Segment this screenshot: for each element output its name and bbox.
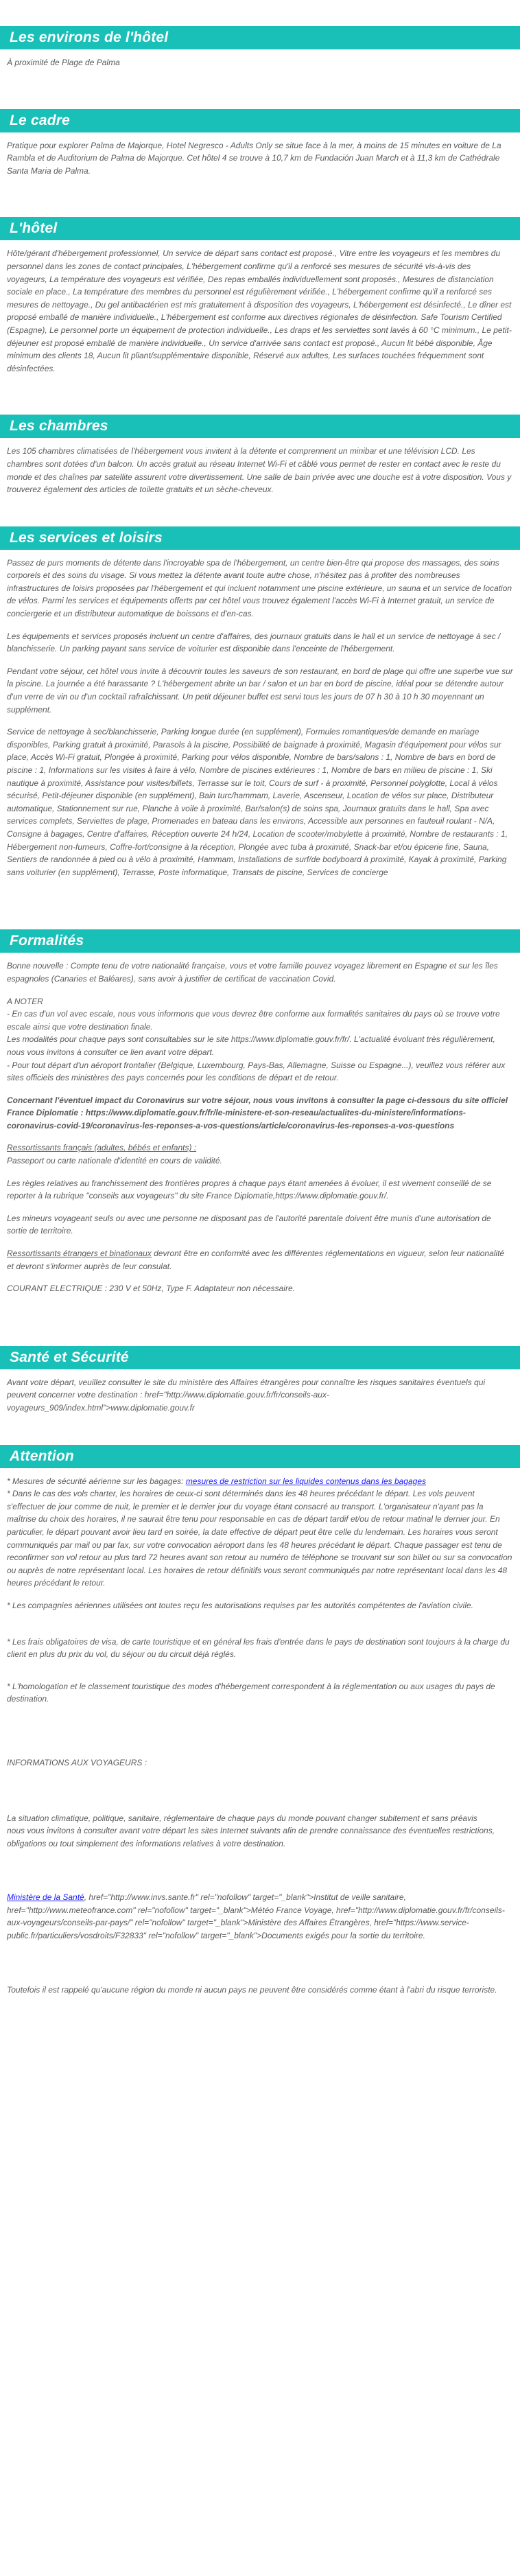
section-content-sante [0, 1369, 520, 1415]
section-chambres [0, 415, 520, 496]
hotel-text: Hôte/gérant d'hébergement professionnel, Un service de départ sans contact est proposé., Vitre entre les voyageurs et les membres du personnel dans les zones de contact principales, L'hébergement confirme qu'il a renforcé ses mesures de sécurité vis-à-vis des voyageurs, La température des voyageurs est vérifiée, Des repas emballés individuellement sont proposés., Mesures de distanciation sociale en place., La température des membres du personnel est régulièrement vérifiée., L'hébergement confirme qu'il a renforcé ses mesures de nettoyage., Du gel antibactérien est mis gratuitement à disposition des voyageurs, L'hébergement est désinfecté., Le dîner est proposé emballé de manière individuelle., L'hébergement est conforme aux directives régionales de désinfection. Safe Tourism Certified (Espagne), Le personnel porte un équipement de protection individuelle., Les draps et les serviettes sont lavés à 60 °C minimum., Le petit-déjeuner est proposé emballé de manière individuelle., Un service d'arrivée sans contact est proposé., Aucun lit bébé disponible, Âge minimum des clients 18, Aucun lit pliant/supplémentaire disponible, Réservé aux adultes, Les surfaces touchées fréquemment sont désinfectées. [7, 248, 512, 373]
attention-links [7, 1891, 513, 1942]
attention-airlines: * Les compagnies aériennes utilisées ont toutes reçu les autorisations requises par les autorités compétentes de l'aviation civile. [7, 1600, 473, 1610]
ministry-health-link[interactable]: Ministère de la Santé [7, 1892, 84, 1903]
services-list: Service de nettoyage à sec/blanchisserie, Parking longue durée (en supplément), Formules romantiques/de demande en mariage disponibles, Parking gratuit à proximité, Parasols à la piscine, Possibilité de baignade à proximité, Magasin d'équipement pour vélos sur place, Accès Wi-Fi gratuit, Plongée à proximité, Parking pour vélos disponible, Nombre de bars/salons : 1, Nombre de bars en bord de piscine : 1, Informations sur les visites à faire à vélo, Nombre de piscines extérieures : 1, Nombre de bars en milieu de piscine : 1, Ski nautique à proximité, Assistance pour visites/billets, Terrasse sur le toit, Cours de surf - à proximité, Personnel polyglotte, Local à vélos sécurisé, Petit-déjeuner disponible (en supplément), Bain turc/hammam, Laverie, Ascenseur, Location de vélos sur place, Distributeur automatique, Stationnement sur rue, Planche à voile à proximité, Bar/salon(s) de soins spa, Journaux gratuits dans le hall, Spa avec services complets, Serviettes de plage, Promenades en bateau dans les environs, Accessible aux personnes en fauteuil roulant - N/A, Consigne à bagages, Centre d'affaires, Réception ouverte 24 h/24, Location de scooter/mobylette à proximité, Nombre de restaurants : 1, Hébergement non-fumeurs, Coffre-fort/consigne à la réception, Plongée avec tuba à proximité, Snack-bar et/ou épicerie fine, Sauna, Sentiers de randonnée à pied ou à vélo à proximité, Hammam, Installations de surf/de bodyboard à proximité, Kayak à proximité, Parking sans voiturier (en supplément), Terrasse, Poste informatique, Transats de piscine, Services de concierge [7, 727, 508, 877]
formalites-foreign-text: devront être en conformité avec les différentes réglementations en vigueur, selon leur nationalité et devront s'informer auprès de leur consulat. [7, 1249, 505, 1271]
section-title-hotel: L'hôtel [0, 217, 520, 240]
section-title-services: Les services et loisirs [0, 526, 520, 550]
formalites-electric: COURANT ELECTRIQUE : 230 V et 50Hz, Type F. Adaptateur non nécessaire. [7, 1284, 295, 1294]
services-spa: Passez de purs moments de détente dans l'incroyable spa de l'hébergement, un centre bien-être qui propose des massages, des soins corporels et des soins du visage. Si vous mettez la détente avant toute autre chose, n'hésitez pas à profiter des nombreuses infrastructures de loisirs proposées par l'hébergement et qui incluent notamment une piscine extérieure, un sauna et un service de location de vélos. Parmi les services et équipements offerts par cet hôtel vous trouvez également l'accès Wi-Fi à Internet gratuit, un service de conciergerie et un distributeur automatique de boissons et d'en-cas. [7, 557, 512, 619]
formalites-minors-text: Les mineurs voyageant seuls ou avec une personne ne disposant pas de l'autorité parentale doivent être munis d'une autorisation de sortie de territoire. [7, 1213, 491, 1236]
baggage-restrictions-link[interactable]: mesures de restriction sur les liquides contenus dans les bagages [185, 1476, 427, 1486]
formalites-french-heading: Ressortissants français (adultes, bébés et enfants) : [7, 1143, 197, 1153]
section-hotel [0, 217, 520, 375]
formalites-good-news: Bonne nouvelle : Compte tenu de votre nationalité française, vous et votre famille pouvez voyagez librement en Espagne et sur les îles espagnoles (Canaries et Baléares), sans avoir à justifier de certificat de vaccination Covid. [7, 961, 498, 984]
section-content-cadre [0, 132, 520, 178]
sante-text: Avant votre départ, veuillez consulter le site du ministère des Affaires étrangères pour connaître les risques sanitaires éventuels qui peuvent concerner votre destination : href="http://www.diplomatie.gouv.fr/fr/conseils-aux-voyageurs_909/index.html">www.diplomatie.gouv.fr [7, 1377, 486, 1413]
section-cadre [0, 109, 520, 178]
formalites-note-line: - Pour tout départ d'un aéroport frontalier (Belgique, Luxembourg, Pays-Bas, Allemagne, Suisse ou Espagne...), veuillez vous référer aux sites officiels des ministères des pays concernés pour les conditions de départ et de retour. [7, 1060, 506, 1083]
section-title-attention: Attention [0, 1445, 520, 1468]
section-content-hotel [0, 240, 520, 375]
section-content-environs [0, 49, 520, 69]
attention-fees: * Les frais obligatoires de visa, de carte touristique et en général les frais d'entrée dans le pays de destination sont toujours à la charge du client en plus du prix du vol, du séjour ou du circuit déjà réglés. [7, 1636, 510, 1660]
attention-links-text: , href="http://www.invs.sante.fr" rel="nofollow" target="_blank">Institut de veille sanitaire, href="http://www.meteofrance.com" rel="nofollow" target="_blank">Météo France Voyage, href="http://www.diplomatie.gouv.fr/fr/conseils-aux-voyageurs/conseils-par-pays/" rel="nofollow" target="_blank">Ministère des Affaires Étrangères, href="https://www.service-public.fr/particuliers/vosdroits/F32833" rel="nofollow" target="_blank">Documents exigés pour la sortie du territoire. [7, 1892, 505, 1941]
services-dining: Pendant votre séjour, cet hôtel vous invite à découvrir toutes les saveurs de son restaurant, en bord de plage qui offre une superbe vue sur la piscine. La journée a été harassante ? L'hébergement abrite un bar / salon et un bar en bord de piscine, idéal pour se détendre autour d'un verre de vin ou d'un cocktail rafraîchissant. Un petit déjeuner buffet est servi tous les jours de 07 h 30 à 10 h 30 moyennant un supplément. [7, 666, 513, 715]
section-environs [0, 0, 520, 69]
formalites-foreign [7, 1247, 513, 1273]
section-formalites [0, 929, 520, 1295]
section-title-environs: Les environs de l'hôtel [0, 26, 520, 49]
attention-baggage [7, 1475, 513, 1488]
section-title-formalites: Formalités [0, 929, 520, 953]
attention-climate: La situation climatique, politique, sanitaire, réglementaire de chaque pays du monde pouvant changer subitement et sans préavis nous vous invitons à consulter avant votre départ les sites Internet suivants afin de prendre connaissance des éventuelles restrictions, obligations ou tout simplement des informations relatives à votre destination. [7, 1813, 495, 1848]
formalites-note-line: Les modalités pour chaque pays sont consultables sur le site https://www.diplomatie.gouv.fr/fr/. L'actualité évoluant très régulièrement, nous vous invitons à consulter ce lien avant votre départ. [7, 1034, 495, 1057]
section-attention [0, 1445, 520, 1997]
formalites-french-text: Passeport ou carte nationale d'identité en cours de validité. [7, 1156, 222, 1166]
environs-text: À proximité de Plage de Palma [7, 58, 120, 67]
section-content-chambres [0, 438, 520, 496]
formalites-note-label: A NOTER [7, 996, 43, 1006]
formalites-foreign-heading: Ressortissants étrangers et binationaux [7, 1249, 152, 1259]
cadre-text: Pratique pour explorer Palma de Majorque, Hotel Negresco - Adults Only se situe face à la mer, à moins de 15 minutes en voiture de La Rambla et de Auditorium de Palma de Majorque. Cet hôtel 4 se trouve à 10,7 km de Fundación Juan March et à 11,3 km de Cathédrale Santa Maria de Palma. [7, 140, 501, 176]
services-business: Les équipements et services proposés incluent un centre d'affaires, des journaux gratuits dans le hall et un service de nettoyage à sec / blanchisserie. Un parking payant sans service de voiturier est disponible dans l'enceinte de l'hébergement. [7, 631, 501, 654]
section-content-formalites [0, 953, 520, 1295]
section-content-attention [0, 1468, 520, 1997]
chambres-text: Les 105 chambres climatisées de l'hébergement vous invitent à la détente et comprennent un minibar et une télévision LCD. Les chambres sont dotées d'un balcon. Un accès gratuit au réseau Internet Wi-Fi et câblé vous permet de rester en contact avec le reste du monde et des chaînes par satellite assurent votre divertissement. Une salle de bain privée avec une douche est à votre disposition. Vous y trouverez également des articles de toilette gratuits et un sèche-cheveux. [7, 446, 512, 495]
attention-hours: * Dans le cas des vols charter, les horaires de ceux-ci sont déterminés dans les 48 heures précédant le départ. Les vols peuvent s'effectuer de jour comme de nuit, le premier et le dernier jour du voyage étant consacré au transport. L'organisateur n'ayant pas la maîtrise du choix des horaires, il ne saurait être tenu pour responsable en cas de départ tardif et/ou de retour matinal le dernier jour. En particulier, le départ pouvant avoir lieu tard en soirée, la date effective de départ peut être celle du lendemain. Les horaires vous seront communiqués par mail ou par fax, sur votre convocation aéroport dans les 48 heures précédant le départ. Chaque passager est tenu de reconfirmer son vol retour au plus tard 72 heures avant son retour au numéro de téléphone se trouvant sur son billet ou sur sa convocation ou auprès de notre représentant local. Les horaires de retour définitifs vous seront communiqués par notre représentant local dans les 48 heures précédant le retour. [7, 1489, 512, 1588]
attention-info-label: INFORMATIONS AUX VOYAGEURS : [7, 1757, 147, 1767]
attention-terror: Toutefois il est rappelé qu'aucune région du monde ni aucun pays ne peuvent être considérés comme étant à l'abri du risque terroriste. [7, 1984, 497, 1995]
attention-rating: * L'homologation et le classement touristique des modes d'hébergement correspondent à la réglementation ou aux usages du pays de destination. [7, 1681, 495, 1704]
section-title-sante: Santé et Sécurité [0, 1346, 520, 1369]
section-title-cadre: Le cadre [0, 109, 520, 132]
formalites-note-line: - En cas d'un vol avec escale, nous vous informons que vous devrez être conforme aux formalités sanitaires du pays où se trouve votre escale ainsi que votre destination finale. [7, 1009, 500, 1032]
attention-baggage-prefix: * Mesures de sécurité aérienne sur les bagages: [7, 1476, 186, 1486]
section-services [0, 526, 520, 879]
section-title-chambres: Les chambres [0, 415, 520, 438]
formalites-rules-text: Les règles relatives au franchissement des frontières propres à chaque pays étant amenées à évoluer, il est vivement conseillé de se reporter à la rubrique "conseils aux voyageurs" du site France Diplomatie,https://www.diplomatie.gouv.fr/. [7, 1178, 492, 1201]
section-content-services [0, 550, 520, 879]
formalites-corona-notice: Concernant l'éventuel impact du Coronavirus sur votre séjour, nous vous invitons à consulter la page ci-dessous du site officiel France Diplomatie : https://www.diplomatie.gouv.fr/fr/le-ministere-et-son-reseau/actualites-du-ministere/informations-coronavirus-covid-19/coronavirus-les-reponses-a-vos-questions/article/coronavirus-les-reponses-a-vos-questions [7, 1095, 508, 1130]
section-sante [0, 1346, 520, 1415]
